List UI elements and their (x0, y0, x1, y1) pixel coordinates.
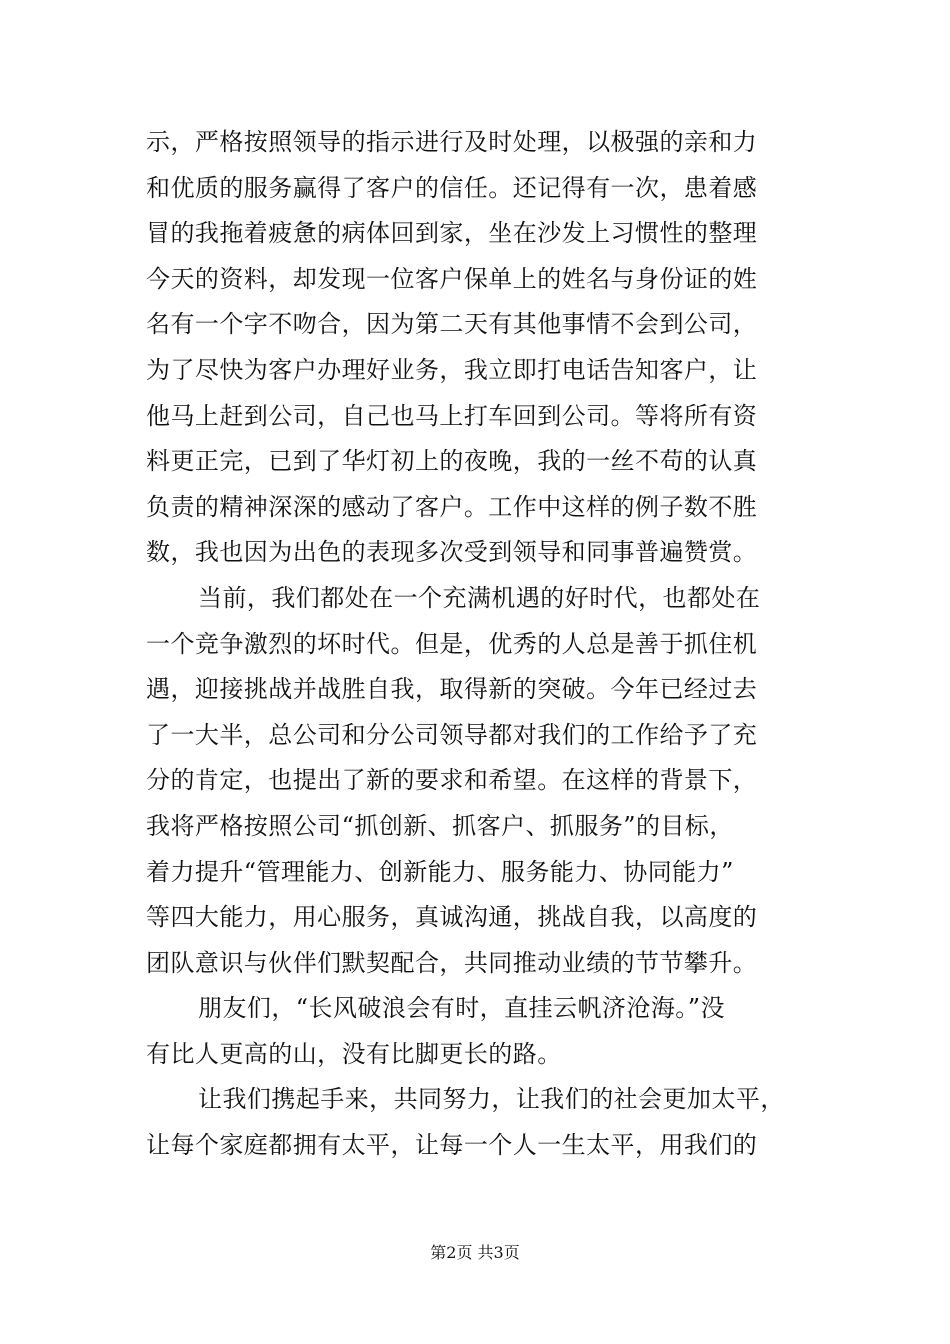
text-line: 名有一个字不吻合，因为第二天有其他事情不会到公司， (146, 310, 758, 339)
text-line: 让每个家庭都拥有太平，让每一个人一生太平，用我们的 (146, 1131, 758, 1160)
text-line: 数，我也因为出色的表现多次受到领导和同事普遍赞赏。 (146, 538, 758, 567)
text-line: 为了尽快为客户办理好业务，我立即打电话告知客户，让 (146, 355, 758, 384)
text-line: 着力提升“管理能力、创新能力、服务能力、协同能力” (146, 857, 734, 886)
text-line: 料更正完，已到了华灯初上的夜晚，我的一丝不苟的认真 (146, 447, 758, 476)
text-line: 今天的资料，却发现一位客户保单上的姓名与身份证的姓 (146, 264, 758, 293)
page-footer (0, 1242, 950, 1264)
paragraph-start-line: 朋友们，“长风破浪会有时，直挂云帆济沧海。”没 (198, 994, 725, 1023)
text-line: 他马上赶到公司，自己也马上打车回到公司。等将所有资 (146, 401, 758, 430)
page-indicator: 第2页 共3页 (430, 1243, 520, 1262)
body-text (146, 120, 816, 1169)
text-line: 冒的我拖着疲惫的病体回到家，坐在沙发上习惯性的整理 (146, 219, 758, 248)
text-line: 一个竞争激烈的坏时代。但是，优秀的人总是善于抓住机 (146, 629, 758, 658)
paragraph-start-line: 当前，我们都处在一个充满机遇的好时代，也都处在 (198, 583, 761, 612)
text-line: 和优质的服务赢得了客户的信任。还记得有一次，患着感 (146, 173, 758, 202)
text-line: 等四大能力，用心服务，真诚沟通，挑战自我，以高度的 (146, 903, 758, 932)
paragraph-start-line: 让我们携起手来，共同努力，让我们的社会更加太平， (198, 1085, 785, 1114)
text-line: 示，严格按照领导的指示进行及时处理，以极强的亲和力 (146, 128, 758, 156)
text-line: 团队意识与伙伴们默契配合，共同推动业绩的节节攀升。 (146, 948, 758, 977)
text-line: 了一大半，总公司和分公司领导都对我们的工作给予了充 (146, 720, 758, 749)
text-line: 分的肯定，也提出了新的要求和希望。在这样的背景下， (146, 766, 758, 795)
text-line: 有比人更高的山，没有比脚更长的路。 (146, 1039, 562, 1068)
text-line: 我将严格按照公司“抓创新、抓客户、抓服务”的目标， (146, 811, 734, 840)
text-line: 遇，迎接挑战并战胜自我，取得新的突破。今年已经过去 (146, 675, 758, 704)
text-line: 负责的精神深深的感动了客户。工作中这样的例子数不胜 (146, 492, 758, 521)
